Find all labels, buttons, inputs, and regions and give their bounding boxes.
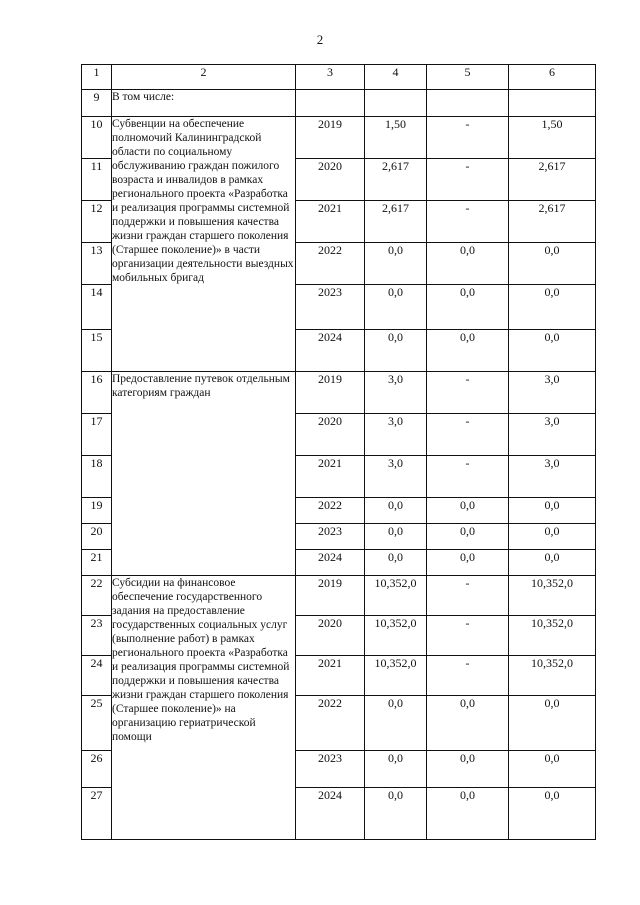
page-number: 2 <box>316 32 324 47</box>
value-cell: 0,0 <box>427 524 509 550</box>
row-number: 18 <box>82 456 112 498</box>
year-cell: 2024 <box>296 330 365 372</box>
header-cell: 5 <box>427 65 509 90</box>
group-description: Субвенции на обеспечение полномочий Калининградской области по социальному обслуживанию граждан пожилого возраста и инвалидов в рамках регионального проекта «Разработка и реализация программы системной поддержки и повышения качества жизни граждан старшего поколения (Старшее поколение)» в части организации деятельности выездных мобильных бригад <box>112 117 296 372</box>
row-number: 26 <box>82 751 112 788</box>
year-cell: 2022 <box>296 243 365 285</box>
year-cell: 2020 <box>296 159 365 201</box>
year-cell: 2023 <box>296 751 365 788</box>
value-cell: 10,352,0 <box>365 576 427 616</box>
value-cell: - <box>427 616 509 656</box>
row-number: 13 <box>82 243 112 285</box>
value-cell: - <box>427 159 509 201</box>
value-cell: 0,0 <box>427 498 509 524</box>
value-cell: 0,0 <box>365 330 427 372</box>
value-cell: 0,0 <box>509 696 596 751</box>
value-cell: 3,0 <box>365 372 427 414</box>
value-cell: 0,0 <box>365 696 427 751</box>
value-cell: 3,0 <box>365 414 427 456</box>
section-label-row <box>82 90 596 117</box>
header-cell: 1 <box>82 65 112 90</box>
value-cell: 0,0 <box>427 550 509 576</box>
value-cell: - <box>427 372 509 414</box>
value-cell: 0,0 <box>427 696 509 751</box>
group-description: Предоставление путевок отдельным категориям граждан <box>112 372 296 576</box>
row-number: 20 <box>82 524 112 550</box>
row-number: 22 <box>82 576 112 616</box>
year-cell: 2023 <box>296 285 365 330</box>
value-cell: 0,0 <box>427 788 509 840</box>
row-number: 23 <box>82 616 112 656</box>
year-cell: 2022 <box>296 696 365 751</box>
row-number: 17 <box>82 414 112 456</box>
value-cell: 1,50 <box>509 117 596 159</box>
value-cell: 10,352,0 <box>365 616 427 656</box>
value-cell: 2,617 <box>509 201 596 243</box>
row-number: 24 <box>82 656 112 696</box>
year-cell: 2024 <box>296 788 365 840</box>
year-cell: 2024 <box>296 550 365 576</box>
table-row <box>82 372 596 414</box>
value-cell: 0,0 <box>509 243 596 285</box>
header-row <box>82 65 596 90</box>
value-cell: 0,0 <box>509 330 596 372</box>
row-number: 9 <box>82 90 112 117</box>
value-cell: - <box>427 456 509 498</box>
value-cell: 3,0 <box>509 372 596 414</box>
value-cell: 0,0 <box>509 498 596 524</box>
value-cell: 0,0 <box>365 751 427 788</box>
value-cell: 0,0 <box>365 498 427 524</box>
year-cell: 2022 <box>296 498 365 524</box>
section-label: В том числе: <box>112 90 296 117</box>
year-cell: 2021 <box>296 201 365 243</box>
row-number: 21 <box>82 550 112 576</box>
value-cell: 2,617 <box>509 159 596 201</box>
header-cell: 4 <box>365 65 427 90</box>
value-cell: 0,0 <box>509 285 596 330</box>
value-cell: 0,0 <box>427 243 509 285</box>
row-number: 14 <box>82 285 112 330</box>
value-cell: 10,352,0 <box>509 616 596 656</box>
row-number: 12 <box>82 201 112 243</box>
value-cell: 0,0 <box>509 751 596 788</box>
value-cell: 0,0 <box>365 524 427 550</box>
value-cell: - <box>427 576 509 616</box>
group-description: Субсидии на финансовое обеспечение государственного задания на предоставление государственных социальных услуг (выполнение работ) в рамках регионального проекта «Разработка и реализация программы системной поддержки и повышения качества жизни граждан старшего поколения (Старшее поколение)» на организацию гериатрической помощи <box>112 576 296 840</box>
value-cell: 10,352,0 <box>365 656 427 696</box>
value-cell: - <box>427 656 509 696</box>
value-cell: 0,0 <box>427 330 509 372</box>
year-cell: 2019 <box>296 117 365 159</box>
year-cell: 2019 <box>296 372 365 414</box>
year-cell: 2023 <box>296 524 365 550</box>
value-cell: 2,617 <box>365 201 427 243</box>
row-number: 15 <box>82 330 112 372</box>
value-cell: - <box>427 117 509 159</box>
value-cell: - <box>427 414 509 456</box>
header-cell: 2 <box>112 65 296 90</box>
value-cell: 0,0 <box>509 788 596 840</box>
year-cell: 2019 <box>296 576 365 616</box>
row-number: 25 <box>82 696 112 751</box>
value-cell: 0,0 <box>365 550 427 576</box>
value-cell: 0,0 <box>427 285 509 330</box>
budget-table <box>81 64 596 840</box>
year-cell: 2020 <box>296 616 365 656</box>
year-cell: 2020 <box>296 414 365 456</box>
year-cell: 2021 <box>296 656 365 696</box>
value-cell: 0,0 <box>365 788 427 840</box>
value-cell: 0,0 <box>427 751 509 788</box>
table-row <box>82 117 596 159</box>
row-number: 16 <box>82 372 112 414</box>
value-cell: 3,0 <box>365 456 427 498</box>
value-cell: 2,617 <box>365 159 427 201</box>
value-cell: 10,352,0 <box>509 576 596 616</box>
value-cell: - <box>427 201 509 243</box>
value-cell: 1,50 <box>365 117 427 159</box>
row-number: 11 <box>82 159 112 201</box>
header-cell: 6 <box>509 65 596 90</box>
value-cell: 0,0 <box>509 550 596 576</box>
row-number: 10 <box>82 117 112 159</box>
value-cell: 3,0 <box>509 456 596 498</box>
value-cell: 0,0 <box>365 243 427 285</box>
row-number: 27 <box>82 788 112 840</box>
value-cell: 0,0 <box>509 524 596 550</box>
row-number: 19 <box>82 498 112 524</box>
value-cell: 10,352,0 <box>509 656 596 696</box>
year-cell: 2021 <box>296 456 365 498</box>
value-cell: 3,0 <box>509 414 596 456</box>
header-cell: 3 <box>296 65 365 90</box>
value-cell: 0,0 <box>365 285 427 330</box>
table-row <box>82 576 596 616</box>
